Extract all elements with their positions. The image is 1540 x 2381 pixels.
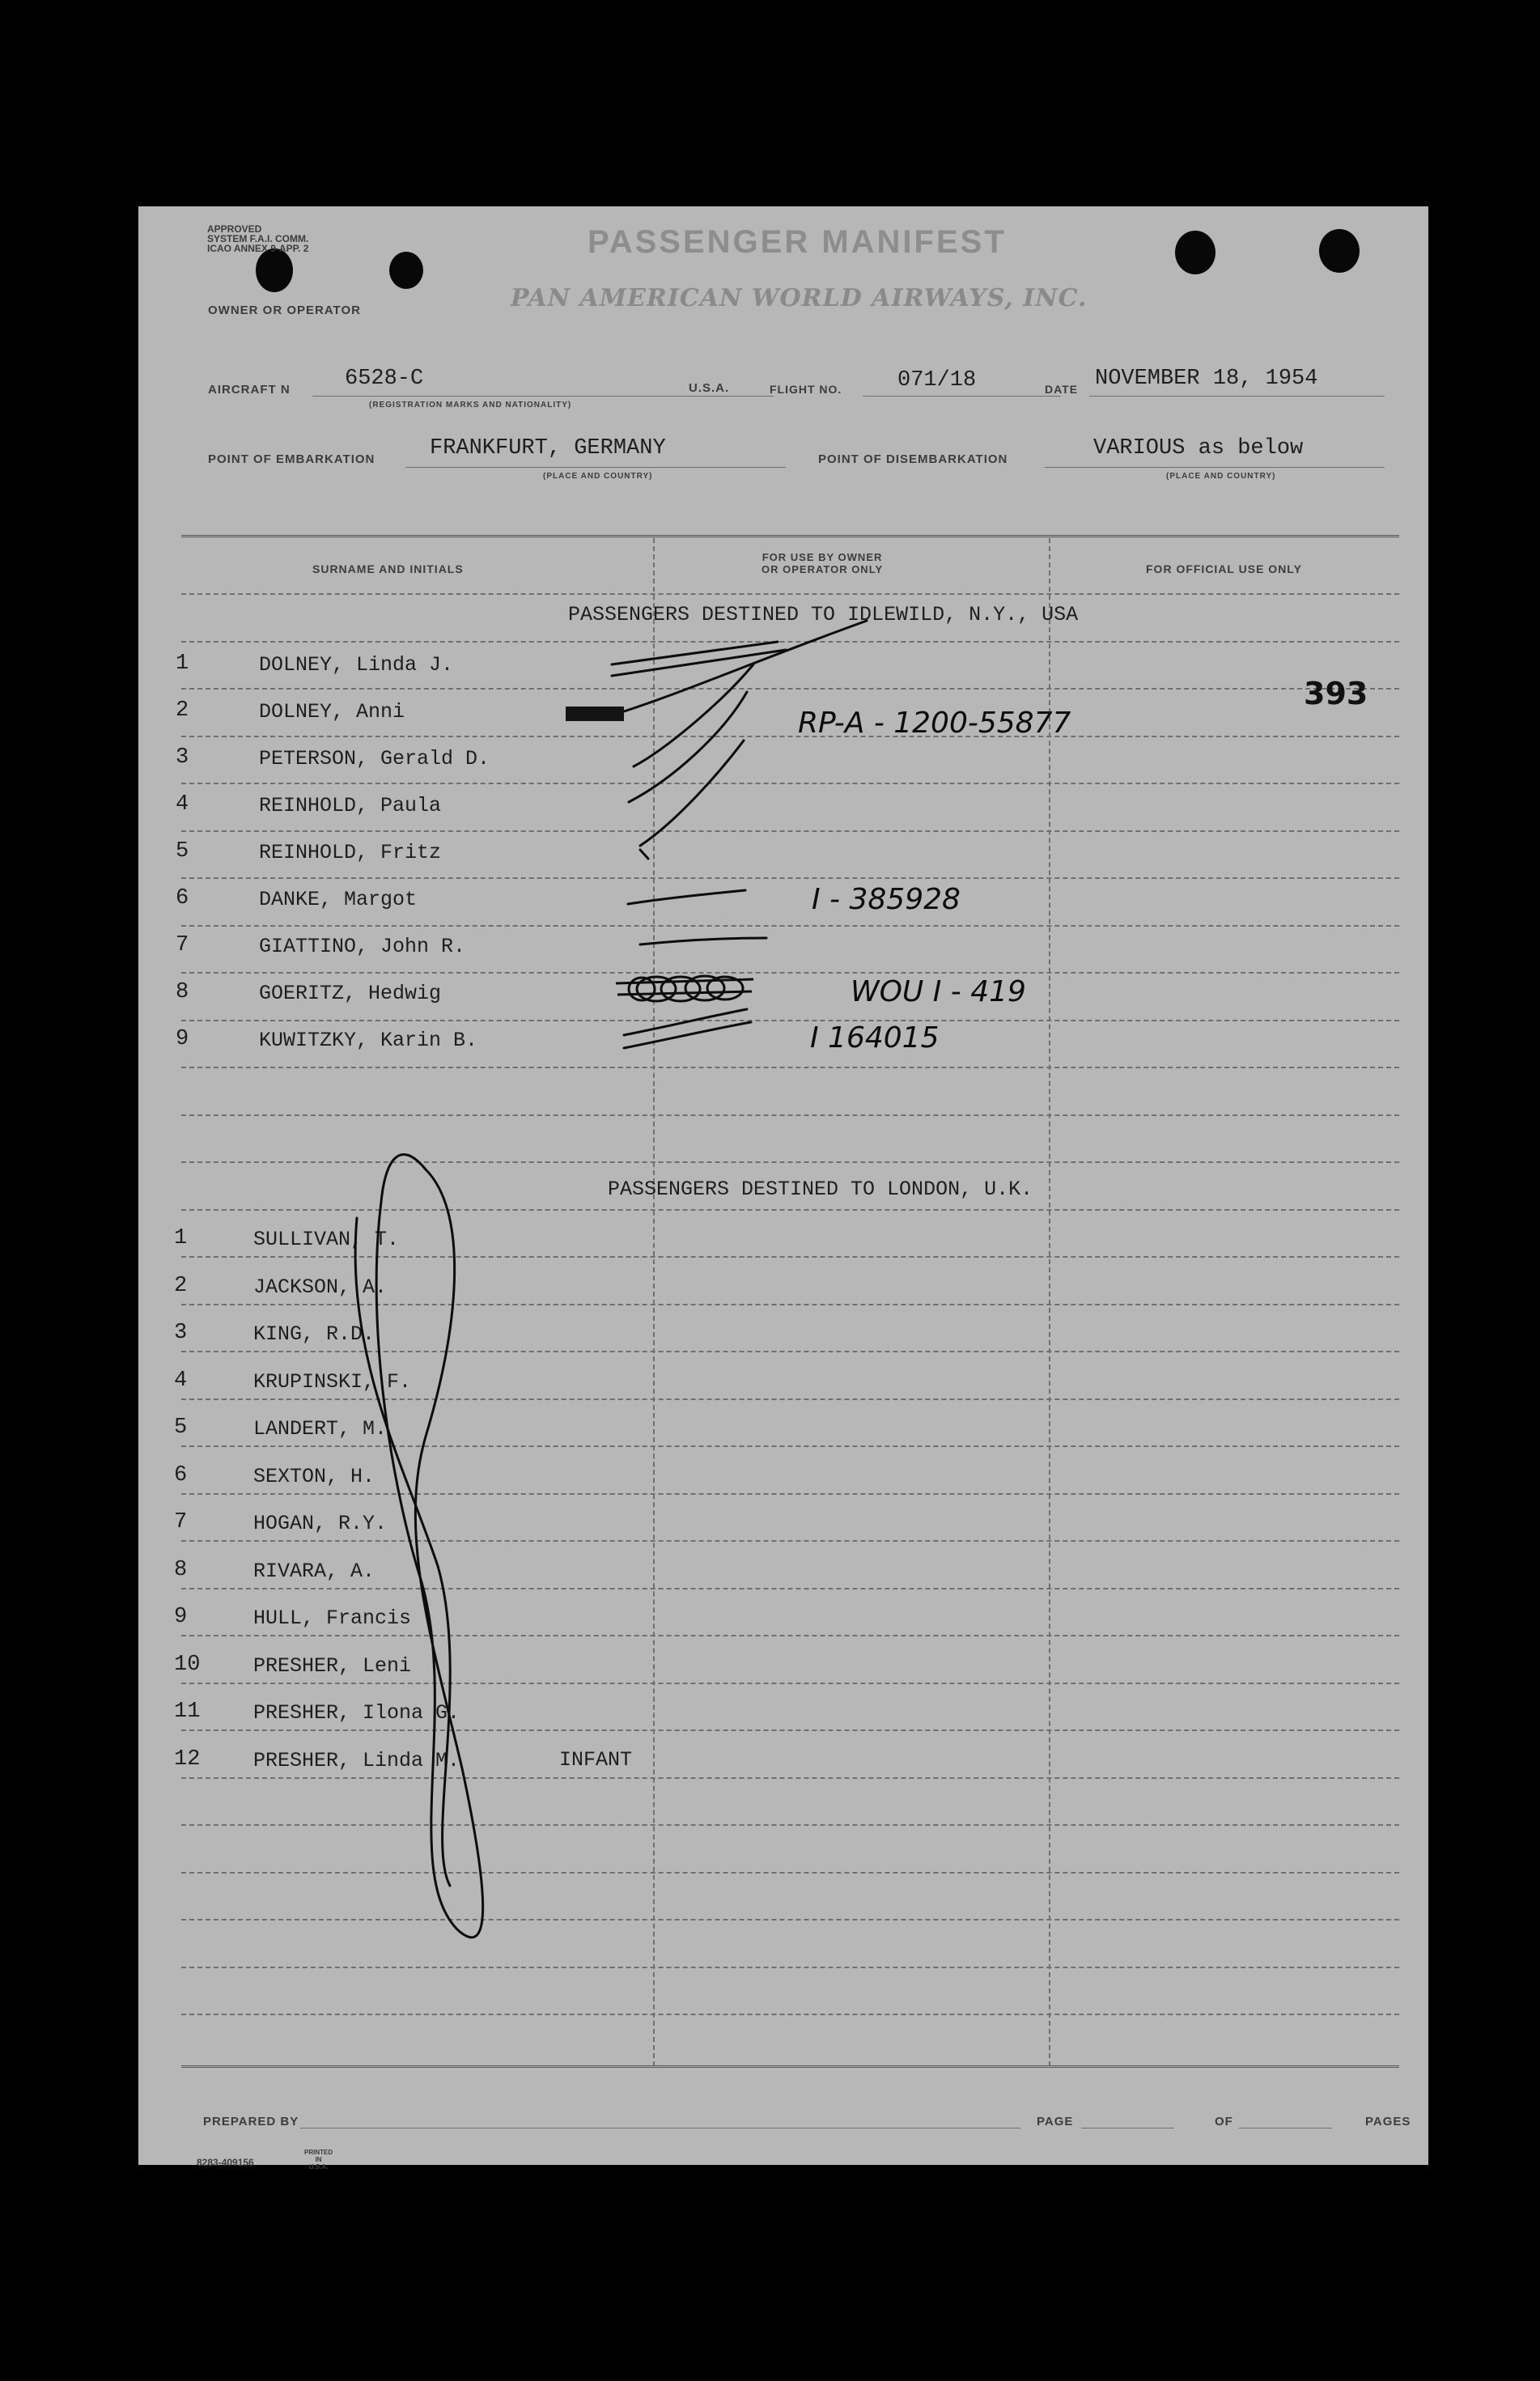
passenger-number: 5	[174, 1415, 188, 1440]
printed-in-usa: PRINTED IN U.S.A.	[304, 2149, 333, 2171]
strike-mark	[628, 890, 745, 904]
operator-name: PAN AMERICAN WORLD AIRWAYS, INC.	[511, 284, 1088, 312]
passenger-number: 8	[176, 980, 189, 1004]
passenger-number: 2	[174, 1273, 188, 1298]
approval-line: APPROVED	[207, 223, 262, 235]
table-bottom-rule	[181, 2065, 1399, 2068]
place-country-caption: (PLACE AND COUNTRY)	[543, 472, 653, 481]
passenger-name: KING, R.D.	[253, 1322, 375, 1346]
embarkation-label: POINT OF EMBARKATION	[208, 452, 375, 466]
passenger-name: REINHOLD, Paula	[259, 794, 442, 817]
passenger-name: DANKE, Margot	[259, 888, 418, 911]
figure-eight-mark	[355, 1218, 450, 1886]
passenger-number: 12	[174, 1746, 201, 1772]
infant-note: INFANT	[559, 1748, 633, 1772]
passenger-number: 4	[174, 1368, 188, 1393]
of-label: OF	[1215, 2115, 1233, 2128]
handwritten-note: RP-A - 1200-55877	[798, 707, 1071, 740]
col-owner-header: FOR USE BY OWNER OR OPERATOR ONLY	[762, 551, 884, 575]
passenger-number: 10	[174, 1652, 201, 1677]
aircraft-label: AIRCRAFT N	[208, 383, 291, 397]
handwritten-note: WOU I - 419	[851, 975, 1026, 1008]
passenger-number: 7	[174, 1510, 188, 1534]
manifest-sheet	[138, 206, 1428, 2171]
passenger-number: 8	[174, 1557, 188, 1582]
check-mark	[640, 850, 648, 859]
passenger-name: KRUPINSKI, F.	[253, 1369, 412, 1394]
embarkation-value: FRANKFURT, GERMANY	[430, 436, 666, 460]
passenger-number: 11	[174, 1700, 201, 1724]
passenger-name: REINHOLD, Fritz	[259, 841, 442, 864]
check-mark	[629, 692, 747, 802]
strike-mark	[640, 938, 766, 944]
page-label: PAGE	[1037, 2115, 1074, 2128]
passenger-number: 3	[174, 1321, 188, 1345]
passenger-number: 7	[176, 933, 189, 957]
page-number-stamp: 393	[1304, 676, 1368, 711]
handwritten-note: I - 385928	[812, 883, 961, 916]
strike-mark	[624, 1022, 751, 1048]
section2-heading: PASSENGERS DESTINED TO LONDON, U.K.	[608, 1178, 1033, 1201]
passenger-name: SEXTON, H.	[253, 1464, 375, 1488]
passenger-name: GOERITZ, Hedwig	[259, 982, 442, 1005]
passenger-name: HULL, Francis	[253, 1606, 412, 1630]
place-country-caption: (PLACE AND COUNTRY)	[1166, 472, 1276, 481]
passenger-name: JACKSON, A.	[253, 1275, 388, 1299]
section1-heading: PASSENGERS DESTINED TO IDLEWILD, N.Y., USA	[568, 603, 1079, 626]
redacted-block	[566, 707, 624, 721]
disembarkation-value: VARIOUS as below	[1093, 436, 1304, 460]
registration-caption: (REGISTRATION MARKS AND NATIONALITY)	[369, 401, 572, 410]
scribble-mark	[616, 976, 753, 1001]
passenger-number: 9	[176, 1027, 189, 1051]
passenger-name: KUWITZKY, Karin B.	[259, 1029, 478, 1052]
strike-mark	[624, 1009, 747, 1035]
strike-mark	[624, 621, 867, 711]
usa-label: U.S.A.	[689, 381, 730, 395]
date-value: NOVEMBER 18, 1954	[1095, 367, 1318, 391]
passenger-name: SULLIVAN, T.	[253, 1228, 400, 1251]
col-surname-header: SURNAME AND INITIALS	[312, 562, 464, 575]
owner-label: OWNER OR OPERATOR	[208, 303, 361, 317]
form-title: PASSENGER MANIFEST	[588, 224, 1007, 260]
prepared-by-label: PREPARED BY	[203, 2115, 299, 2128]
disembarkation-label: POINT OF DISEMBARKATION	[818, 452, 1008, 466]
passenger-name: GIATTINO, John R.	[259, 935, 466, 958]
passenger-name: LANDERT, M.	[253, 1417, 388, 1441]
approval-line: SYSTEM F.A.I. COMM.	[207, 233, 309, 244]
passenger-name: HOGAN, R.Y.	[253, 1512, 388, 1535]
form-number: 8283-409156	[197, 2157, 254, 2168]
passenger-number: 6	[174, 1462, 188, 1488]
aircraft-value: 6528-C	[345, 367, 424, 391]
passenger-name: RIVARA, A.	[253, 1559, 375, 1583]
passenger-name: PETERSON, Gerald D.	[259, 747, 490, 770]
col-official-header: FOR OFFICIAL USE ONLY	[1146, 562, 1302, 575]
flight-label: FLIGHT NO.	[770, 383, 842, 396]
handwritten-note: I 164015	[810, 1021, 940, 1055]
passenger-number: 4	[176, 792, 189, 817]
strike-mark	[612, 642, 778, 664]
pen-marks	[138, 206, 1428, 2165]
passenger-name: PRESHER, Linda M.	[253, 1748, 460, 1772]
flight-value: 071/18	[897, 368, 977, 393]
passenger-number: 9	[174, 1605, 188, 1629]
passenger-number: 6	[176, 886, 189, 910]
approval-line: ICAO ANNEX 9-APP. 2	[207, 243, 309, 254]
passenger-number: 3	[176, 745, 189, 770]
passenger-number: 5	[176, 839, 189, 864]
passenger-number: 1	[174, 1226, 188, 1250]
passenger-name: DOLNEY, Anni	[259, 700, 405, 724]
date-label: DATE	[1045, 383, 1079, 396]
pages-label: PAGES	[1365, 2115, 1411, 2128]
passenger-number: 1	[176, 651, 189, 676]
passenger-number: 2	[176, 698, 189, 723]
passenger-name: PRESHER, Ilona G.	[253, 1701, 460, 1725]
passenger-name: PRESHER, Leni	[253, 1653, 412, 1678]
passenger-name: DOLNEY, Linda J.	[259, 653, 454, 677]
